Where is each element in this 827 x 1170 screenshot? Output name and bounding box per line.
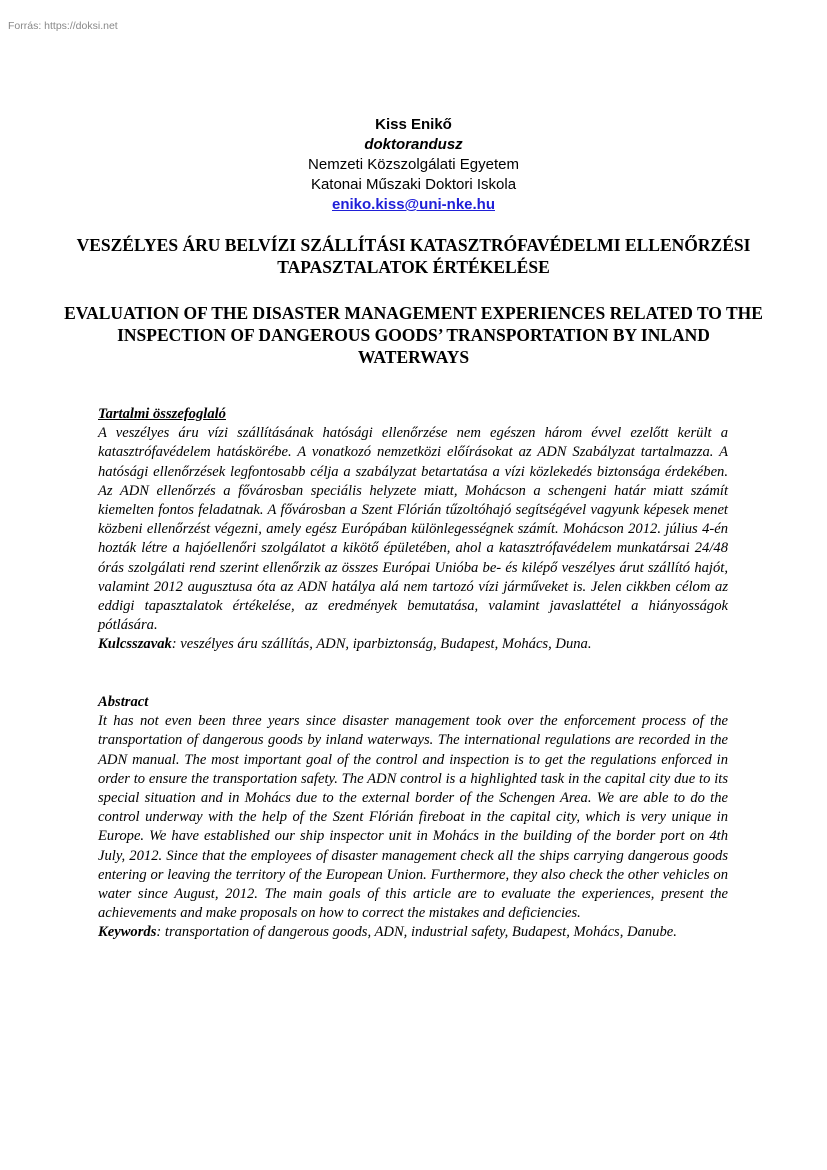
summary-keywords-text: : veszélyes áru szállítás, ADN, iparbiztonság, Budapest, Mohács, Duna. — [171, 636, 592, 653]
abstract-keywords-text: : transportation of dangerous goods, ADN, industrial safety, Budapest, Mohács, Danube. — [156, 924, 677, 941]
summary-hungarian — [98, 405, 728, 655]
author-role: doktorandusz — [364, 136, 463, 153]
summary-keywords-label: Kulcsszavak — [98, 636, 172, 653]
author-email-link[interactable]: eniko.kiss@uni-nke.hu — [332, 196, 495, 213]
source-watermark: Forrás: https://doksi.net — [8, 20, 118, 32]
author-name: Kiss Enikő — [375, 116, 452, 133]
author-school: Katonai Műszaki Doktori Iskola — [310, 176, 517, 193]
abstract-body: It has not even been three years since disaster management took over the enforcement process of the transportation of dangerous goods by inland waterways. The international regulations are recorded in the ADN manual. The most important goal of the control and inspection is to get the regulations enforced in order to ensure the transportation safety. The ADN control is a highlighted task in the capital city due to its special situation and in Mohács due to the external border of the Schengen Area. We are able to do the control underway with the help of the Szent Flórián fireboat in the capital city, which is very unique in Europe. We have established our ship inspector unit in Mohács in the building of the border port on 4th July, 2012. Since that the employees of disaster management check all the ships carrying dangerous goods entering or leaving the territory of the European Union. Furthermore, they also check the other vehicles on water since August, 2012. The main goals of this article are to evaluate the experiences, present the achievements and make proposals on how to correct the mistakes and deficiencies. — [98, 713, 728, 922]
title-hungarian: VESZÉLYES ÁRU BELVÍZI SZÁLLÍTÁSI KATASZTRÓFAVÉDELMI ELLENŐRZÉSI TAPASZTALATOK ÉRTÉKELÉSE — [76, 235, 751, 277]
abstract-keywords — [98, 923, 728, 942]
summary-keywords — [98, 635, 728, 654]
abstract-keywords-label: Keywords — [98, 924, 157, 941]
author-block — [0, 115, 827, 215]
summary-heading: Tartalmi összefoglaló — [98, 406, 226, 422]
summary-body: A veszélyes áru vízi szállításának hatósági ellenőrzése nem egészen három évvel ezelőtt került a katasztrófavédelem hatáskörébe. A vonatkozó nemzetközi előírásokat az ADN Szabályzat tartalmazza. A hatósági ellenőrzések legfontosabb célja a szabályzat betartatása a vízi közlekedés biztonsága érdekében. Az ADN ellenőrzés a fővárosban speciális helyzete miatt, Mohácson a schengeni határ miatt számít kiemelten fontos feladatnak. A fővárosban a Szent Flórián tűzoltóhajó segítségével vagyunk képesek menet közbeni ellenőrzést végezni, amely egész Európában különlegességnek számít. Mohácson 2012. július 4-én hozták létre a hajóellenőri szolgálatot a kikötő épületében, ahol a katasztrófavédelem munkatársai 24/48 órás szolgálati rend szerint ellenőrzik az összes Európai Unióba be- és kilépő veszélyes árut szállító hajót, valamint 2012 augusztusa óta az ADN hatálya alá nem tartozó vízi járműveket is. Jelen cikkben célom az eddigi tapasztalatok értékelése, az eredmények bemutatása, valamint javaslattétel a hiányosságok pótlására. — [98, 425, 728, 634]
author-institution: Nemzeti Közszolgálati Egyetem — [308, 156, 519, 173]
abstract-heading: Abstract — [98, 694, 149, 710]
title-english: EVALUATION OF THE DISASTER MANAGEMENT EXPERIENCES RELATED TO THE INSPECTION OF DANGEROUS GOODS’ TRANSPORTATION BY INLAND WATERWAYS — [64, 303, 763, 367]
abstract-english — [98, 693, 728, 943]
